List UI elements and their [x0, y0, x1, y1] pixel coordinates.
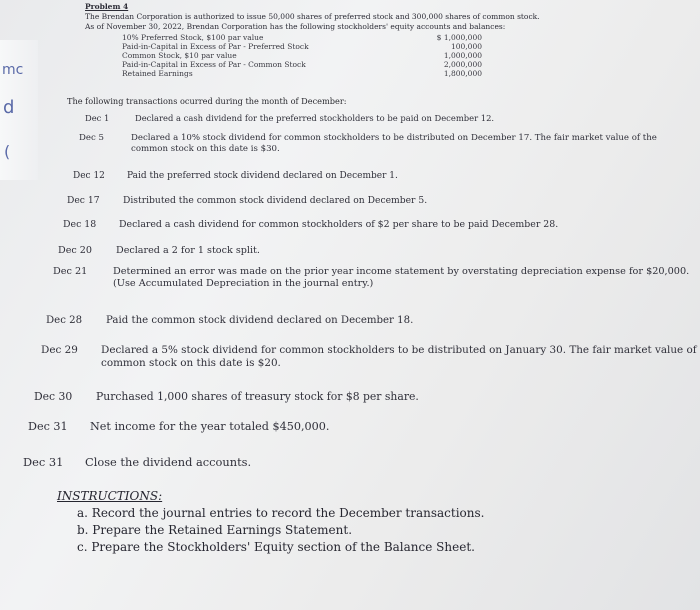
problem-intro-line: The Brendan Corporation is authorized to issue 50,000 shares of preferred stock and 300,000 shares of common stock.	[85, 12, 540, 21]
transaction-date: Dec 12	[73, 171, 105, 181]
instruction-item: a. Record the journal entries to record the December transactions.	[77, 506, 485, 520]
balance-amount: 100,000	[450, 42, 482, 51]
transaction-date: Dec 17	[67, 195, 100, 206]
problem-intro-line: As of November 30, 2022, Brendan Corporation has the following stockholders' equity accounts and balances:	[85, 22, 506, 31]
transaction-text: Purchased 1,000 shares of treasury stock for $8 per share.	[96, 390, 419, 403]
balance-row	[122, 42, 482, 51]
instruction-item: b. Prepare the Retained Earnings Statement.	[77, 523, 353, 537]
margin-note: mc	[2, 62, 24, 78]
transaction-text: Declared a cash dividend for common stockholders of $2 per share to be paid December 28.	[119, 219, 559, 230]
transaction-date: Dec 5	[79, 133, 104, 143]
problem-title: Problem 4	[85, 2, 129, 11]
transactions-intro: The following transactions ocurred during the month of December:	[67, 96, 347, 106]
instructions-heading: INSTRUCTIONS:	[57, 489, 163, 503]
balance-row	[122, 33, 482, 42]
transaction-text: Declared a cash dividend for the preferred stockholders to be paid on December 12.	[135, 113, 495, 123]
balance-label: Paid-in-Capital in Excess of Par - Common Stock	[122, 60, 306, 69]
transaction-text: Declared a 5% stock dividend for common stockholders to be distributed on January 30. The fair market value of common stock on this date is $20.	[101, 344, 697, 369]
transaction-text: Net income for the year totaled $450,000.	[90, 420, 330, 433]
balance-row	[122, 60, 482, 69]
transaction-text: Paid the common stock dividend declared on December 18.	[106, 315, 414, 326]
transaction-text: Declared a 2 for 1 stock split.	[116, 245, 260, 256]
balance-amount: $ 1,000,000	[436, 33, 482, 42]
balance-row	[122, 69, 482, 78]
balance-amount: 1,800,000	[443, 69, 482, 78]
transaction-date: Dec 18	[63, 219, 97, 230]
transaction-text: Determined an error was made on the prior year income statement by overstating depreciation expense for $20,000. (Use Accumulated Depreciation in the journal entry.)	[113, 266, 690, 290]
transaction-text: Close the dividend accounts.	[85, 455, 252, 469]
transaction-text: Distributed the common stock dividend declared on December 5.	[123, 195, 428, 206]
transaction-date: Dec 31	[23, 455, 64, 469]
balance-amount: 1,000,000	[443, 51, 482, 60]
balance-label: 10% Preferred Stock, $100 par value	[122, 33, 264, 42]
transaction-date: Dec 30	[34, 390, 73, 403]
transaction-date: Dec 21	[53, 266, 88, 277]
balance-label: Common Stock, $10 par value	[122, 51, 237, 60]
transaction-date: Dec 28	[46, 315, 83, 326]
transaction-date: Dec 29	[41, 344, 78, 356]
transaction-text: Declared a 10% stock dividend for common stockholders to be distributed on December 17. The fair market value of the common stock on this date is $30.	[131, 133, 657, 154]
balance-label: Paid-in-Capital in Excess of Par - Preferred Stock	[122, 42, 309, 51]
transaction-date: Dec 1	[85, 113, 110, 123]
transaction-date: Dec 31	[28, 420, 68, 433]
balance-row	[122, 51, 482, 60]
transaction-date: Dec 20	[58, 245, 92, 256]
margin-note: (	[4, 142, 11, 161]
problem-header	[85, 2, 540, 32]
balance-label: Retained Earnings	[122, 69, 193, 78]
equity-balances	[122, 33, 482, 78]
instructions	[57, 488, 484, 556]
margin-note: d	[3, 97, 15, 118]
transaction-text: Paid the preferred stock dividend declared on December 1.	[127, 171, 398, 181]
balance-amount: 2,000,000	[443, 60, 482, 69]
instruction-item: c. Prepare the Stockholders' Equity section of the Balance Sheet.	[77, 540, 475, 554]
